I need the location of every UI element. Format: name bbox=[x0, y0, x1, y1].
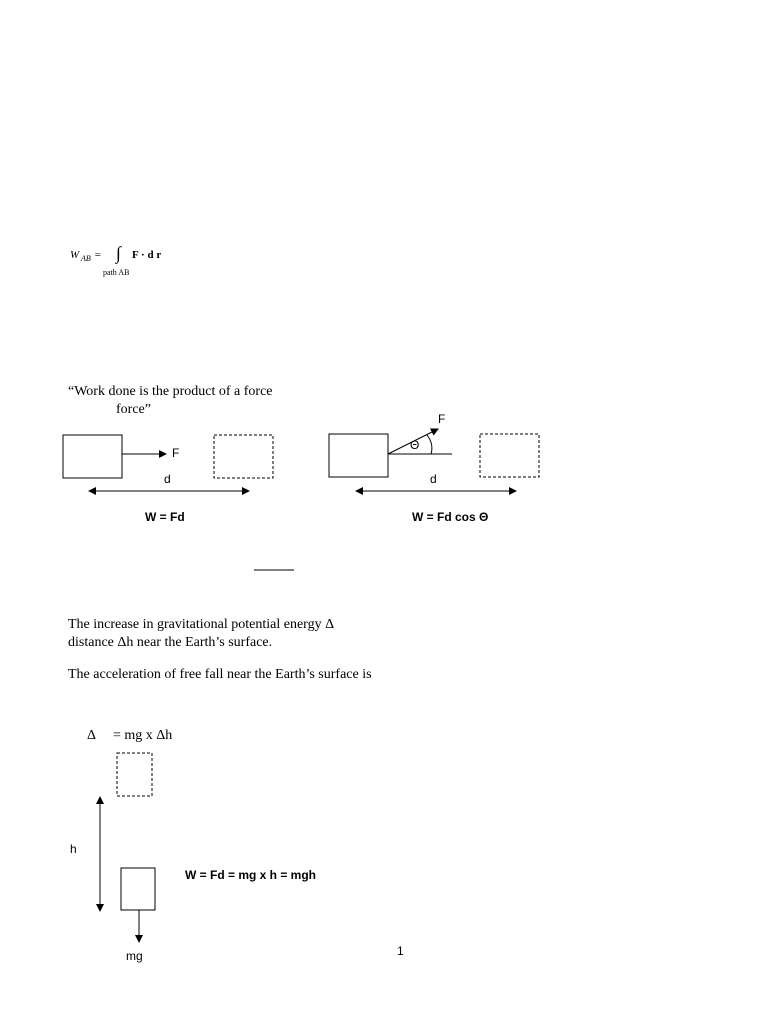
distance-label: d bbox=[164, 472, 171, 486]
gpe-text-line2: distance Δh near the Earth’s surface. bbox=[68, 635, 273, 650]
free-fall-text: The acceleration of free fall near the Earth’s surface is bbox=[68, 667, 372, 682]
formula-equals: = bbox=[94, 249, 102, 261]
block-final-dashed bbox=[480, 434, 539, 477]
work-cosine-caption: W = Fd cos Θ bbox=[412, 510, 489, 524]
block-final-dashed bbox=[117, 753, 152, 796]
distance-label: d bbox=[430, 472, 437, 486]
page-number: 1 bbox=[397, 944, 404, 958]
height-label: h bbox=[70, 842, 77, 856]
angle-arc bbox=[427, 435, 432, 454]
formula-limit: path AB bbox=[103, 268, 130, 277]
work-definition-line2: force” bbox=[116, 402, 151, 417]
block-initial bbox=[329, 434, 388, 477]
gpe-text-line1: The increase in gravitational potential energy Δ bbox=[68, 617, 335, 632]
formula-lhs-subscript: AB bbox=[81, 254, 91, 263]
force-label: F bbox=[172, 446, 180, 460]
block-final-dashed bbox=[214, 435, 273, 478]
formula-lhs: W bbox=[70, 249, 80, 261]
mgh-equation-caption: W = Fd = mg x h = mgh bbox=[185, 868, 317, 882]
weight-label: mg bbox=[126, 949, 143, 963]
gpe-equation-rhs: = mg x Δh bbox=[113, 728, 173, 743]
force-label: F bbox=[438, 412, 446, 426]
gpe-equation-delta: Δ bbox=[87, 728, 97, 743]
block-initial bbox=[63, 435, 122, 478]
integral-sign: ∫ bbox=[116, 243, 121, 263]
angle-label: Θ bbox=[410, 438, 420, 452]
work-equation-caption: W = Fd bbox=[145, 510, 185, 524]
formula-integrand: F · d r bbox=[132, 249, 162, 261]
work-definition-line1: “Work done is the product of a force bbox=[68, 384, 273, 399]
block-initial bbox=[121, 868, 155, 910]
